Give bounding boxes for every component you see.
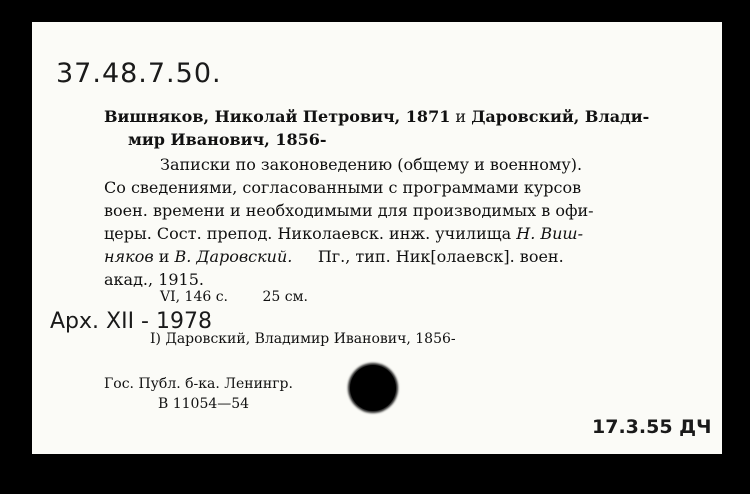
body-line-1: Записки по законоведению (общему и военному). <box>160 155 583 174</box>
heading-author-1: Вишняков, Николай Петрович, 1871 <box>104 107 451 126</box>
body-line-4-text: церы. Сост. препод. Николаевск. инж. училища <box>104 224 512 243</box>
body-line-5-and: и <box>158 247 170 266</box>
body-line-4 <box>104 222 594 245</box>
catalog-card <box>32 22 722 454</box>
added-entry: I) Даровский, Владимир Иванович, 1856- <box>150 331 456 347</box>
punch-hole <box>350 365 396 411</box>
collation-size: 25 см. <box>262 289 308 305</box>
heading-line-1 <box>104 105 649 128</box>
body-line-5 <box>104 245 594 268</box>
call-number: 37.48.7.50. <box>56 58 222 89</box>
archive-note: Арх. XII - 1978 <box>50 309 212 334</box>
stamp-number: 17.3.55 ДЧ <box>592 416 712 438</box>
title-description <box>104 153 594 291</box>
body-line-5-author-1: няков <box>104 247 154 266</box>
body-line-4-author: Н. Виш- <box>516 224 583 243</box>
body-line-5-author-2: В. Даровский. <box>174 247 293 266</box>
heading-and: и <box>455 107 467 126</box>
library-note <box>104 374 293 414</box>
library-number: В 11054—54 <box>158 396 250 412</box>
heading-line-2: мир Иванович, 1856- <box>128 130 327 149</box>
collation-pages: VI, 146 с. <box>160 289 229 305</box>
body-line-5-imprint: Пг., тип. Ник[олаевск]. воен. <box>317 247 564 266</box>
body-line-6: акад., 1915. <box>104 270 204 289</box>
body-line-2: Со сведениями, согласованными с программами курсов <box>104 178 582 197</box>
collation <box>160 286 308 309</box>
library-name: Гос. Публ. б-ка. Ленингр. <box>104 376 293 392</box>
body-line-3: воен. времени и необходимыми для производимых в офи- <box>104 201 594 220</box>
heading-author-2: Даровский, Влади- <box>471 107 650 126</box>
author-heading <box>104 105 649 151</box>
